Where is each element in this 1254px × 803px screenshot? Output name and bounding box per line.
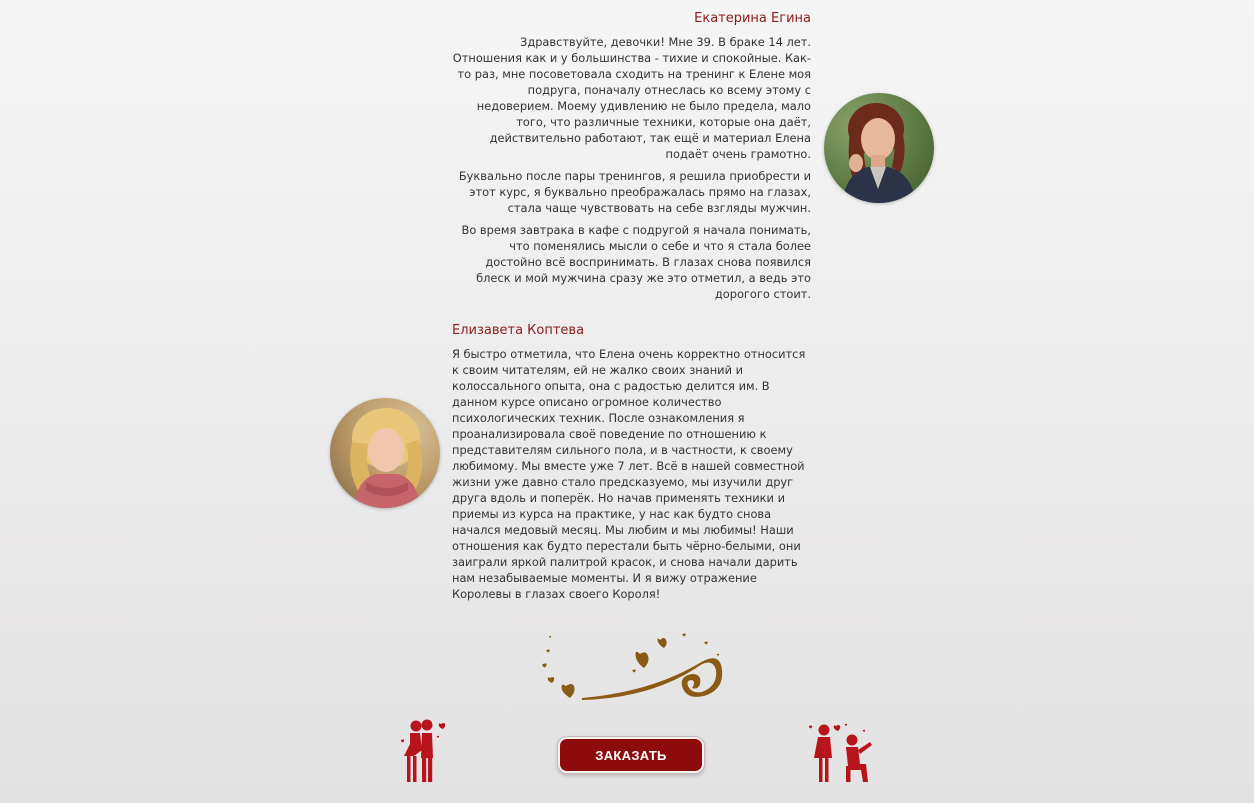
avatar [824,93,934,203]
swirl-hearts-icon [530,628,730,708]
review-ekaterina [451,10,811,308]
proposal-couple-icon [806,720,880,786]
review-paragraph: Я быстро отметила, что Елена очень корректно относится к своим читателям, ей не жалко своих знаний и колоссального опыта, она с радостью делится им. В данном курсе описано огромное количество психологических техник. После ознакомления я проанализировала своё поведение по отношению к представителям сильного пола, и в частности, к своему любимому. Мы вместе уже 7 лет. Всё в нашей совместной жизни уже давно стало предсказуемо, мы изучили друг друга вдоль и поперёк. Но начав применять техники и приемы из курса на практике, у нас как будто снова начался медовый месяц. Мы любим и мы любимы! Наши отношения как будто перестали быть чёрно-белыми, они заиграли яркой палитрой красок, и снова начали дарить нам незабываемые моменты. И я вижу отражение Королевы в глазах своего Короля! [452,347,806,601]
review-elizaveta [452,322,810,608]
review-paragraph: Здравствуйте, девочки! Мне 39. В браке 14 лет. Отношения как и у большинства - тихие и спокойные. Как-то раз, мне посоветовала сходить на тренинг к Елене моя подруга, поначалу отнеслась ко всему этому с недоверием. Моему удивлению не было предела, мало того, что различные техники, которые она даёт, действительно работают, так ещё и материал Елена подаёт очень грамотно. [452,35,811,161]
review-paragraph: Буквально после пары тренингов, я решила приобрести и этот курс, я буквально преображалась прямо на глазах, стала чаще чувствовать на себе взгляды мужчин. [458,169,811,215]
order-button[interactable]: ЗАКАЗАТЬ [558,737,704,773]
reviewer-name: Екатерина Егина [694,11,811,26]
reviewer-name: Елизавета Коптева [452,323,585,338]
kissing-couple-icon [396,716,448,786]
review-paragraph: Во время завтрака в кафе с подругой я начала понимать, что поменялись мысли о себе и что я стала более достойно всё воспринимать. В глазах снова появился блеск и мой мужчина сразу же это отметил, а ведь это дорогого стоит. [461,223,811,301]
avatar [330,398,440,508]
